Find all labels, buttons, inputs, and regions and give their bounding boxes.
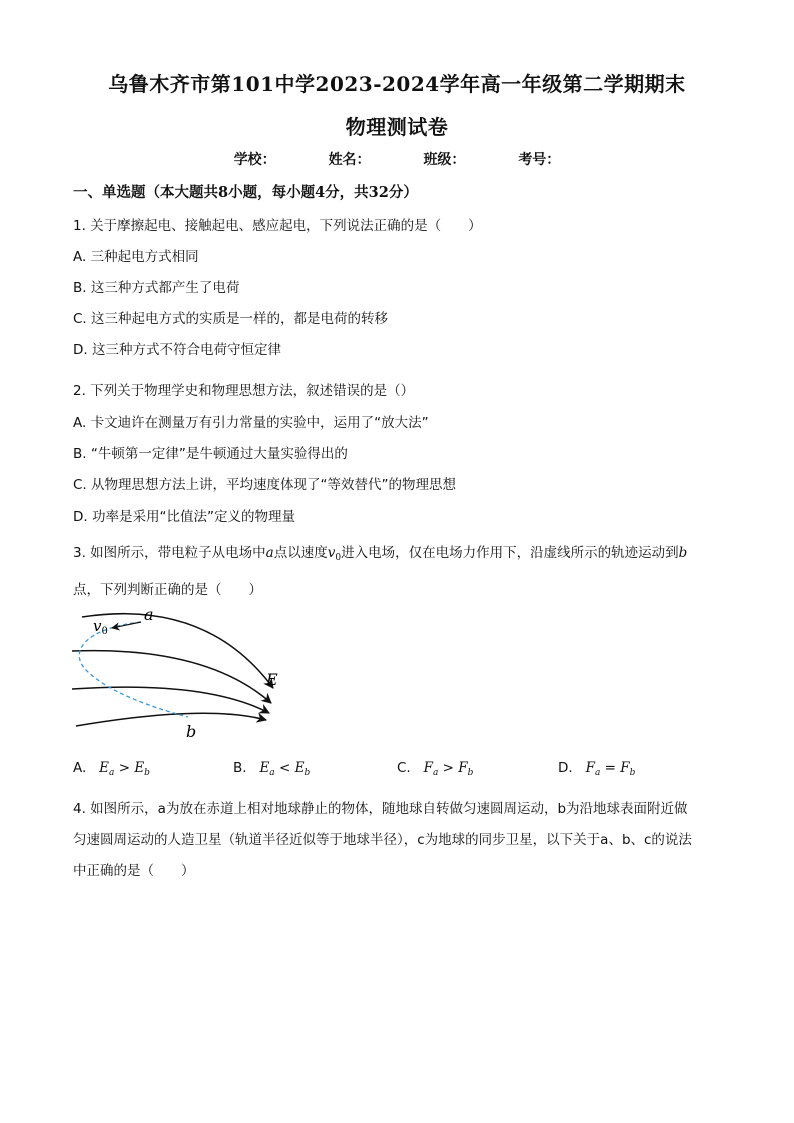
q1-option-a: A. 三种起电方式相同	[73, 249, 199, 265]
q3-option-b-left: E	[259, 760, 270, 776]
student-info-row	[0, 149, 794, 169]
velocity-label-v: v	[93, 617, 102, 635]
q3-option-d	[558, 760, 635, 778]
q3-var-v: v	[327, 545, 336, 561]
q3-stem-line1	[73, 541, 687, 563]
q3-stem-part3: 进入电场，仅在电场力作用下，沿虚线所示的轨迹运动到	[341, 545, 679, 561]
q3-option-c-left-sub: a	[432, 768, 439, 778]
q4-stem-line3: 中正确的是（ ）	[73, 863, 195, 879]
q3-option-c-left: F	[423, 760, 433, 776]
field-line-4	[76, 713, 266, 726]
q1-option-d: D. 这三种方式不符合电荷守恒定律	[73, 342, 281, 358]
school-label: 学校：	[233, 152, 276, 168]
particle-trajectory	[79, 622, 188, 717]
field-line-2	[72, 651, 271, 703]
q3-option-b-left-sub: a	[269, 768, 275, 778]
velocity-arrow	[112, 622, 141, 628]
exam-title-line1: 乌鲁木齐市第101中学2023-2024学年高一年级第二学期期末	[108, 72, 686, 96]
name-label: 姓名：	[328, 152, 371, 168]
q3-option-d-op: =	[600, 760, 621, 776]
q3-option-a-op: >	[114, 760, 135, 776]
q2-option-b: B. “牛顿第一定律”是牛顿通过大量实验得出的	[73, 446, 348, 462]
q4-stem-line2: 匀速圆周运动的人造卫星（轨道半径近似等于地球半径），c为地球的同步卫星，以下关于a、b、c的说法	[73, 832, 692, 848]
q3-option-a-right: E	[134, 760, 145, 776]
exam-number-label: 考号：	[518, 152, 561, 168]
q3-option-a-right-sub: b	[144, 768, 150, 778]
q3-option-a-letter: A.	[73, 760, 87, 776]
q1-stem: 1. 关于摩擦起电、接触起电、感应起电，下列说法正确的是（ ）	[73, 218, 482, 234]
q3-option-c-right-sub: b	[467, 768, 474, 778]
velocity-label	[93, 617, 108, 637]
q3-stem-part2: 点以速度	[273, 545, 328, 561]
q2-option-c: C. 从物理思想方法上讲，平均速度体现了“等效替代”的物理思想	[73, 477, 456, 493]
q3-option-b-letter: B.	[233, 760, 247, 776]
velocity-label-sub: 0	[101, 626, 108, 637]
q3-var-a: a	[265, 545, 274, 561]
field-line-3	[72, 687, 269, 713]
electric-field-figure	[66, 600, 306, 750]
q3-option-b-right: E	[294, 760, 305, 776]
q3-option-d-letter: D.	[558, 760, 573, 776]
q3-option-c-op: >	[438, 760, 459, 776]
q2-option-a: A. 卡文迪许在测量万有引力常量的实验中，运用了“放大法”	[73, 415, 429, 431]
q3-option-c-right: F	[458, 760, 468, 776]
q3-var-b: b	[678, 545, 688, 561]
q1-option-c: C. 这三种起电方式的实质是一样的，都是电荷的转移	[73, 311, 389, 327]
point-b-label: b	[186, 722, 197, 741]
exam-title-line2: 物理测试卷	[345, 115, 449, 139]
q3-option-b-op: <	[274, 760, 295, 776]
point-a-label: a	[144, 605, 154, 624]
q3-option-d-left: F	[585, 760, 595, 776]
q3-stem-line2: 点，下列判断正确的是（ ）	[73, 582, 262, 598]
q3-option-d-left-sub: a	[594, 768, 601, 778]
q3-option-d-right: F	[620, 760, 630, 776]
q3-option-a-left-sub: a	[109, 768, 115, 778]
q3-option-b-right-sub: b	[304, 768, 311, 778]
q2-stem: 2. 下列关于物理学史和物理思想方法，叙述错误的是（）	[73, 383, 415, 399]
q3-option-c-letter: C.	[397, 760, 411, 776]
q3-option-d-right-sub: b	[629, 768, 636, 778]
q3-stem-part1: 3. 如图所示，带电粒子从电场中	[73, 545, 266, 561]
q3-option-a	[73, 760, 150, 778]
q1-option-b: B. 这三种方式都产生了电荷	[73, 280, 240, 296]
q2-option-d: D. 功率是采用“比值法”定义的物理量	[73, 509, 295, 525]
section-heading: 一、单选题（本大题共8小题，每小题4分，共32分）	[73, 184, 418, 201]
class-label: 班级：	[423, 152, 466, 168]
q3-option-b	[233, 760, 310, 778]
q3-option-a-left: E	[99, 760, 110, 776]
field-E-label: E	[266, 670, 278, 689]
q3-option-c	[397, 760, 473, 778]
q4-stem-line1: 4. 如图所示，a为放在赤道上相对地球静止的物体，随地球自转做匀速圆周运动，b为沿地球表面附近做	[73, 801, 688, 817]
q3-var-v-sub: 0	[335, 553, 342, 563]
